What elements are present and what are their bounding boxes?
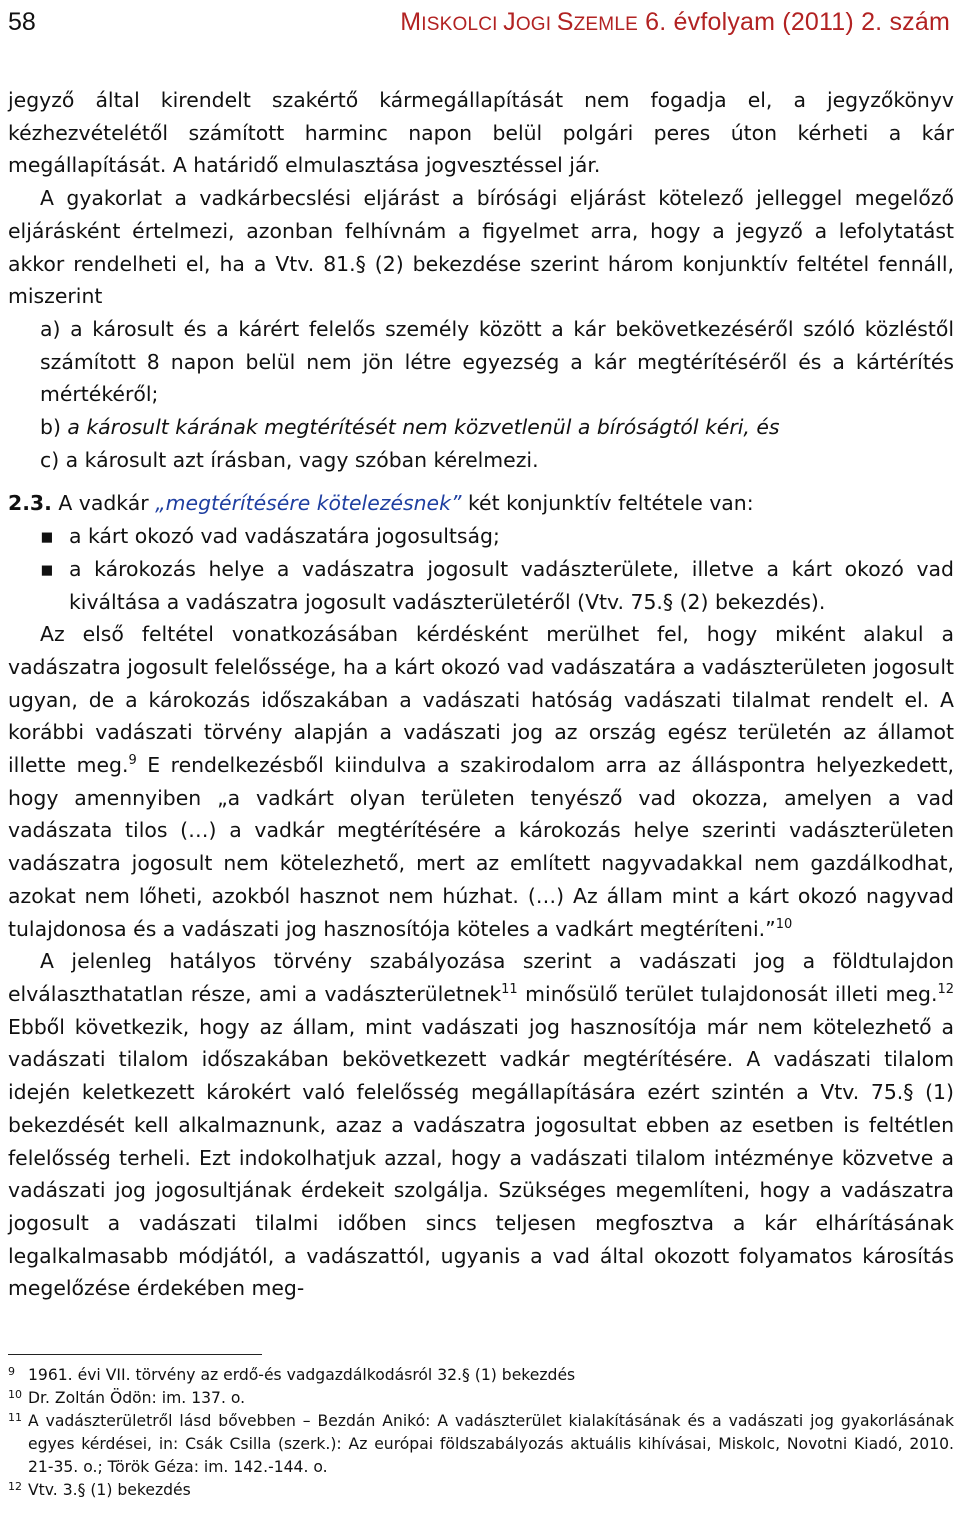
journal-title-part: ISKOLCI <box>421 14 504 35</box>
footnote-ref[interactable]: 12 <box>937 982 954 998</box>
journal-issue: 6. évfolyam (2011) 2. szám <box>637 8 950 36</box>
footnote-text: Vtv. 3.§ (1) bekezdés <box>28 1481 191 1500</box>
footnote-text: Dr. Zoltán Ödön: im. 137. o. <box>28 1389 246 1408</box>
paragraph-4 <box>8 945 954 1305</box>
square-bullet-icon: ▪ <box>40 524 54 549</box>
condition-b <box>8 411 954 444</box>
paragraph-text: A jelenleg hatályos törvény szabályozása szerint a vadászati jog a földtulajdon elválaszthatatlan része, ami a vadászterületnek <box>8 949 954 1006</box>
journal-title-part: OGI <box>515 14 557 35</box>
footnotes <box>8 1364 954 1503</box>
condition-a: a) a károsult és a kárért felelős személy között a kár bekövetkezéséről szóló közléstől számított 8 napon belül nem jön létre egyezség a kár megtérítéséről és a kártérítés mértékéről; <box>40 316 954 407</box>
paragraph-text: Ebből következik, hogy az állam, mint vadászati jog hasznosítója már nem kötelezhető a vadászati tilalom időszakában bekövetkezett vadkár megtérítésére. A vadászati tilalom idején keletkezett károkért való felelősség megállapítására ezért szintén a Vtv. 75.§ (1) bekezdését kell alkalmaznunk, azaz a vadászatra jogosultat ebben az esetben is feltétlen felelősség terheli. Ezt indokolhatjuk azzal, hogy a vadászati tilalom intézménye közvetve a vadászati jog jogosultjának érdekeit szolgálja. Szükséges megemlíteni, hogy a vadászatra jogosult a vadászati tilalmi időben sincs teljesen megfosztva a kár elhárításának legalkalmasabb módjától, a vadászattól, ugyanis a vad által okozott folyamatos károsítás megelőzése érdekében meg- <box>8 1014 954 1301</box>
journal-title-part: ZEMLE <box>573 14 638 35</box>
square-bullet-icon: ▪ <box>40 556 54 581</box>
section-number: 2.3. <box>8 491 52 516</box>
section-italic-term: „megtérítésére kötelezésnek” <box>155 491 462 516</box>
condition-b-text: a károsult kárának megtérítését nem közvetlenül a bíróságtól kéri, és <box>67 415 780 440</box>
list-item <box>8 553 954 618</box>
journal-title-part: M <box>400 8 422 36</box>
paragraph-text: E rendelkezésből kiindulva a szakirodalom arra az álláspontra helyezkedett, hogy amennyiben „a vadkárt olyan területen tenyésző vad okozza, amelyen a vad vadászata tilos (…) a vadkár megtérítésére a károkozás helye szerinti vadászterületen vadászatra jogosult nem kötelezhető, mert az említett nagyvadakkal nem gazdálkodhat, azokat nem lőheti, azokból hasznot nem húzhat. (…) Az állam mint a kárt okozó nagyvad tulajdonosa és a vadászati jog hasznosítója köteles a vadkárt megtéríteni.” <box>8 753 955 941</box>
section-text: A vadkár <box>51 491 156 516</box>
section-2-3 <box>8 487 954 520</box>
list-item-text: a kárt okozó vad vadászatára jogosultság; <box>69 524 500 549</box>
paragraph-text: Az első feltétel vonatkozásában kérdésként merülhet fel, hogy miként alakul a vadászatra jogosult felelőssége, ha a kárt okozó vad vadászatára a vadászterületen jogosult ugyan, de a károkozás időszakában a vadászati hatóság vadászati tilalmat rendelt el. A korábbi vadászati törvény alapján a vadászati jog az ország egész területén az államot illette meg. <box>8 622 954 778</box>
footnote <box>8 1364 954 1387</box>
footnote <box>8 1410 954 1479</box>
footnote-divider <box>8 1354 262 1355</box>
condition-b-label: b) <box>40 415 68 440</box>
paragraph-text: minősülő terület tulajdonosát illeti meg. <box>517 981 938 1006</box>
footnote-number: 10 <box>8 1388 22 1402</box>
condition-list <box>8 520 954 618</box>
footnote-number: 9 <box>8 1365 15 1378</box>
list-item <box>8 520 954 553</box>
footnote-number: 11 <box>8 1411 22 1425</box>
footnote <box>8 1387 954 1410</box>
journal-title-part: J <box>503 8 516 36</box>
footnote-number: 12 <box>8 1480 22 1494</box>
paragraph-3 <box>8 618 954 945</box>
condition-c: c) a károsult azt írásban, vagy szóban kérelmezi. <box>40 447 539 472</box>
footnote-ref[interactable]: 11 <box>501 982 518 998</box>
section-text: két konjunktív feltétele van: <box>461 491 754 516</box>
paragraph-1: jegyző által kirendelt szakértő kármegállapítását nem fogadja el, a jegyzőkönyv kézhezvételétől számított harminc napon belül polgári peres úton kérheti a kár megállapítását. A határidő elmulasztása jogvesztéssel jár. <box>8 88 954 178</box>
footnote-ref[interactable]: 9 <box>128 753 137 769</box>
paragraph-2: A gyakorlat a vadkárbecslési eljárást a bírósági eljárást kötelező jelleggel megelőző eljárásként értelmezi, azonban felhívnám a figyelmet arra, hogy a jegyző a lefolytatást akkor rendelheti el, ha a Vtv. 81.§ (2) bekezdése szerint három konjunktív feltétel fennáll, miszerint <box>8 186 954 309</box>
page-number: 58 <box>8 8 36 36</box>
footnote-text: 1961. évi VII. törvény az erdő-és vadgazdálkodásról 32.§ (1) bekezdés <box>28 1366 576 1384</box>
journal-title-part: S <box>556 8 574 36</box>
journal-title <box>400 2 950 45</box>
footnote-text: A vadászterületről lásd bővebben – Bezdán Anikó: A vadászterület kialakításának és a vadászati jog gyakorlásának egyes kérdései, in: Csák Csilla (szerk.): Az európai földszabályozás aktuális kihívásai, Miskolc, Novotni Kiadó, 2010. 21-35. o.; Török Géza: im. 142.-144. o. <box>28 1412 954 1477</box>
body-text <box>8 84 954 1305</box>
list-item-text: a károkozás helye a vadászatra jogosult vadászterülete, illetve a kárt okozó vad kiváltása a vadászatra jogosult vadászterületéről (Vtv. 75.§ (2) bekezdés). <box>69 556 954 614</box>
running-header <box>8 2 950 42</box>
footnote <box>8 1479 954 1502</box>
footnote-ref[interactable]: 10 <box>775 916 793 932</box>
